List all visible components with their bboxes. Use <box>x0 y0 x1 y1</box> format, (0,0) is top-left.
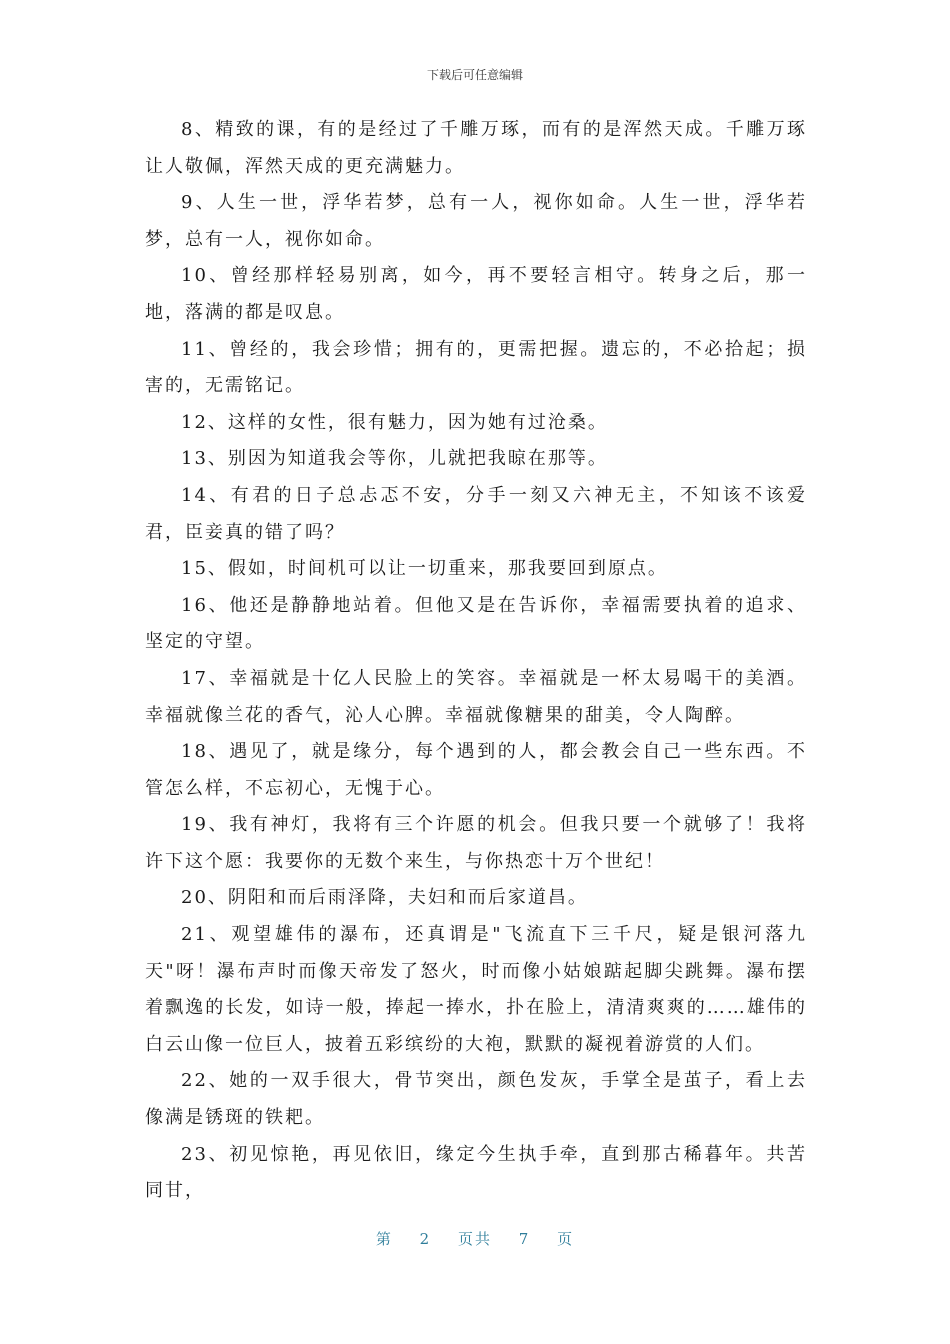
paragraph-18: 18、遇见了，就是缘分，每个遇到的人，都会教会自己一些东西。不管怎么样，不忘初心，无愧于心。 <box>145 741 807 799</box>
paragraph-17: 17、幸福就是十亿人民脸上的笑容。幸福就是一杯太易喝干的美酒。幸福就像兰花的香气，沁人心脾。幸福就像糖果的甜美，令人陶醉。 <box>145 667 807 726</box>
paragraph-14: 14、有君的日子总忐忑不安，分手一刻又六神无主，不知该不该爱君，臣妾真的错了吗？ <box>145 484 807 543</box>
page-suffix: 页 <box>557 1230 575 1248</box>
paragraph-20: 20、阴阳和而后雨泽降，夫妇和而后家道昌。 <box>181 887 588 909</box>
paragraph-22: 22、她的一双手很大，骨节突出，颜色发灰，手掌全是茧子，看上去像满是锈斑的铁耙。 <box>145 1070 807 1129</box>
page-middle: 页共 <box>457 1230 492 1248</box>
paragraph-21: 21、观望雄伟的瀑布，还真谓是"飞流直下三千尺，疑是银河落九天"呀！瀑布声时而像天帝发了怒火，时而像小姑娘踮起脚尖跳舞。瀑布摆着飘逸的长发，如诗一般，捧起一捧水，扑在脸上，清清爽爽的……雄伟的白云山像一位巨人，披着五彩缤纷的大袍，默默的凝视着游赏的人们。 <box>145 924 807 1055</box>
paragraph-13: 13、别因为知道我会等你，儿就把我晾在那等。 <box>181 448 608 470</box>
paragraph-12: 12、这样的女性，很有魅力，因为她有过沧桑。 <box>181 411 608 433</box>
paragraph-10: 10、曾经那样轻易别离，如今，再不要轻言相守。转身之后，那一地，落满的都是叹息。 <box>145 265 807 323</box>
paragraph-16: 16、他还是静静地站着。但他又是在告诉你，幸福需要执着的追求、坚定的守望。 <box>145 594 807 653</box>
paragraph-15: 15、假如，时间机可以让一切重来，那我要回到原点。 <box>181 558 668 580</box>
paragraph-23: 23、初见惊艳，再见依旧，缘定今生执手牵，直到那古稀暮年。共苦同甘， <box>145 1143 807 1202</box>
page-current: 2 <box>419 1230 432 1248</box>
page-prefix: 第 <box>375 1230 393 1248</box>
paragraph-11: 11、曾经的，我会珍惜；拥有的，更需把握。遗忘的，不必拾起；损害的，无需铭记。 <box>145 338 807 397</box>
page-header: 下载后可任意编辑 <box>426 68 523 82</box>
page-footer <box>0 1228 950 1249</box>
document-body <box>145 112 807 1210</box>
paragraph-8: 8、精致的课，有的是经过了千雕万琢，而有的是浑然天成。千雕万琢让人敬佩，浑然天成的更充满魅力。 <box>145 119 807 177</box>
paragraph-9: 9、人生一世，浮华若梦，总有一人，视你如命。人生一世，浮华若梦，总有一人，视你如命。 <box>145 192 807 250</box>
page-total: 7 <box>518 1230 531 1248</box>
paragraph-19: 19、我有神灯，我将有三个许愿的机会。但我只要一个就够了！我将许下这个愿：我要你的无数个来生，与你热恋十万个世纪！ <box>145 814 807 872</box>
